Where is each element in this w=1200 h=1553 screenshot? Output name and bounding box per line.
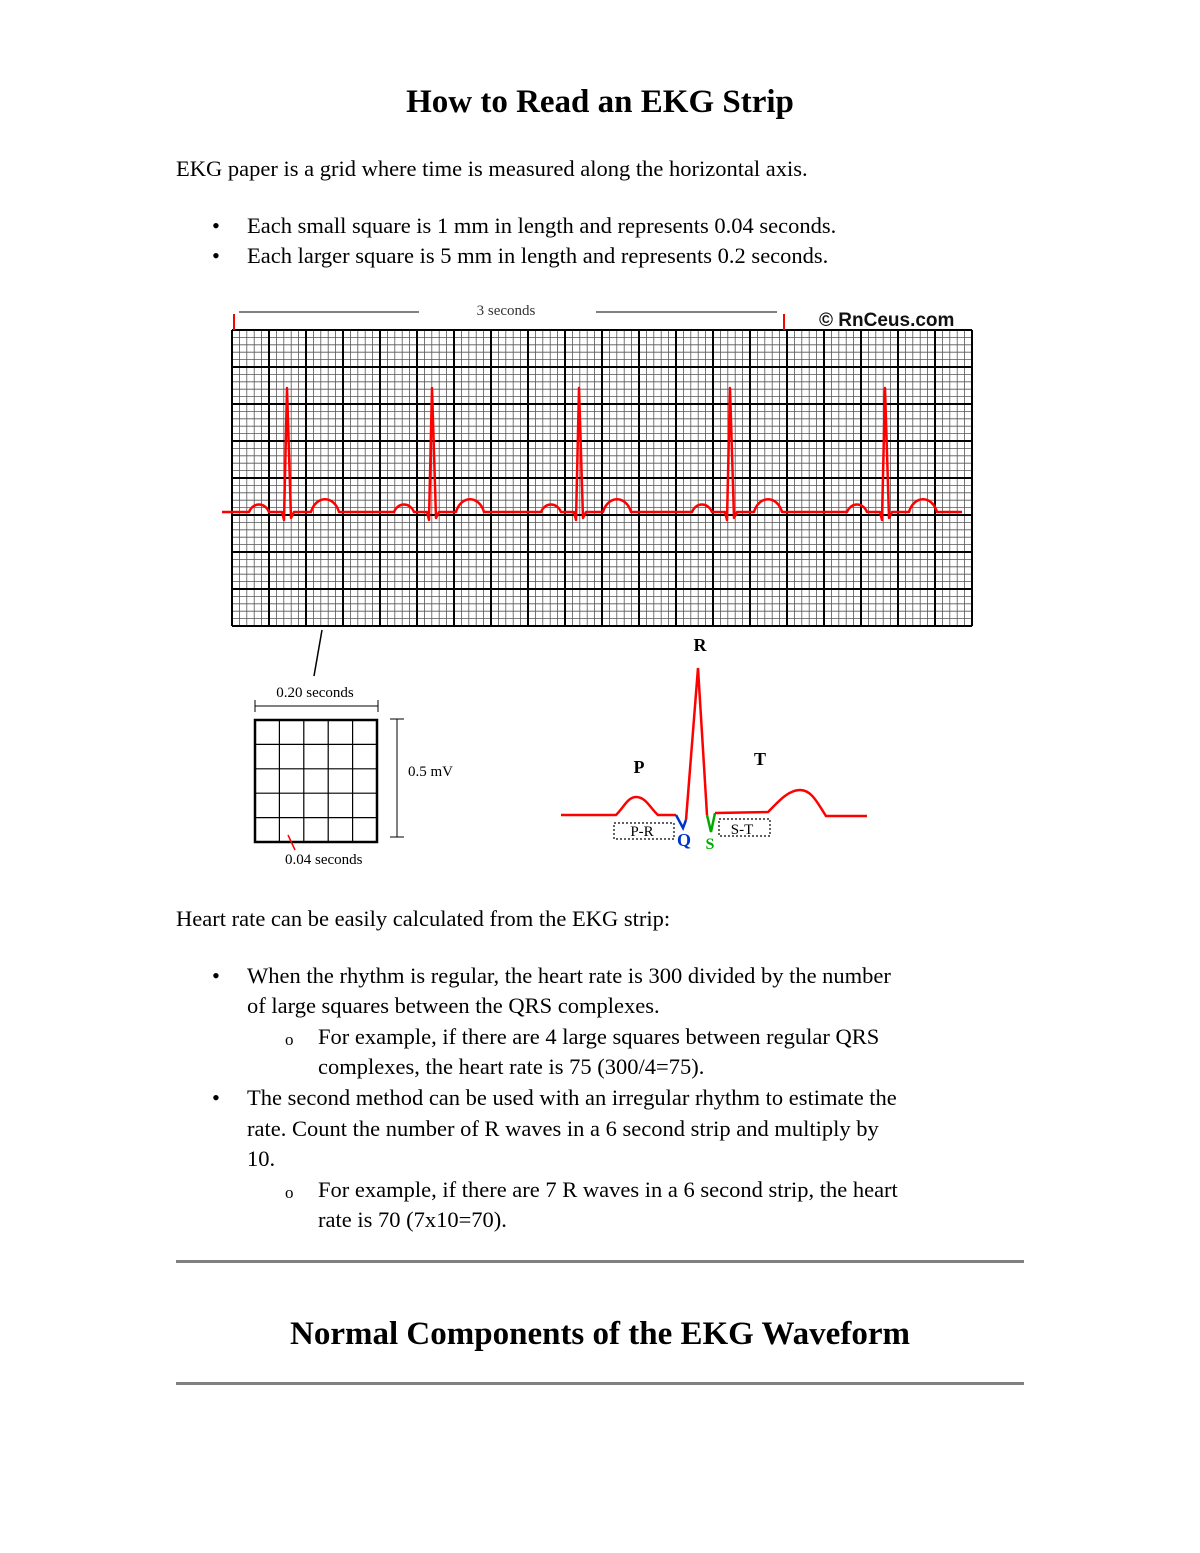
bullet-marker: • — [212, 243, 220, 268]
list-item: Each larger square is 5 mm in length and represents 0.2 seconds. — [247, 243, 829, 268]
voltage-label: 0.5 mV — [408, 764, 453, 780]
large-square-grid — [255, 720, 377, 842]
s-wave-label: S — [705, 836, 715, 853]
sub-bullet-marker: o — [285, 1183, 294, 1202]
big-square-time-label: 0.20 seconds — [276, 685, 354, 701]
copyright-logo: © RnCeus.com — [819, 310, 955, 331]
r-wave-label: R — [693, 635, 707, 655]
large-square-detail — [255, 685, 453, 868]
three-second-marker — [234, 303, 784, 330]
strip-duration-label: 3 seconds — [476, 303, 536, 319]
list-item: complexes, the heart rate is 75 (300/4=75). — [318, 1054, 705, 1079]
ekg-grid-paper — [232, 330, 972, 626]
pr-interval-label: P-R — [630, 824, 654, 840]
zoom-pointer-line — [314, 630, 322, 676]
bullet-marker: • — [212, 963, 220, 988]
horizontal-rule — [176, 1382, 1024, 1385]
list-item: of large squares between the QRS complexes. — [247, 993, 660, 1018]
heart-rate-intro: Heart rate can be easily calculated from the EKG strip: — [176, 906, 671, 931]
small-square-time-label: 0.04 seconds — [285, 852, 363, 868]
sub-bullet-marker: o — [285, 1030, 294, 1049]
list-item: 10. — [247, 1146, 276, 1171]
list-item: For example, if there are 7 R waves in a 6 second strip, the heart — [318, 1177, 898, 1202]
t-wave-label: T — [753, 749, 767, 769]
page-title: How to Read an EKG Strip — [406, 84, 794, 120]
q-wave-label: Q — [676, 830, 692, 850]
list-item: rate is 70 (7x10=70). — [318, 1207, 507, 1232]
list-item: rate. Count the number of R waves in a 6 second strip and multiply by — [247, 1116, 879, 1141]
bullet-marker: • — [212, 213, 220, 238]
list-item: For example, if there are 4 large squares between regular QRS — [318, 1024, 880, 1049]
section-title: Normal Components of the EKG Waveform — [290, 1316, 910, 1352]
list-item: Each small square is 1 mm in length and represents 0.04 seconds. — [247, 213, 837, 238]
horizontal-rule — [176, 1260, 1024, 1263]
list-item: When the rhythm is regular, the heart rate is 300 divided by the number — [247, 963, 891, 988]
st-segment-label: S-T — [730, 822, 754, 838]
pqrst-diagram — [561, 635, 867, 853]
list-item: The second method can be used with an irregular rhythm to estimate the — [247, 1085, 897, 1110]
p-wave-label: P — [633, 757, 645, 777]
bullet-marker: • — [212, 1085, 220, 1110]
intro-paragraph: EKG paper is a grid where time is measured along the horizontal axis. — [176, 156, 808, 181]
